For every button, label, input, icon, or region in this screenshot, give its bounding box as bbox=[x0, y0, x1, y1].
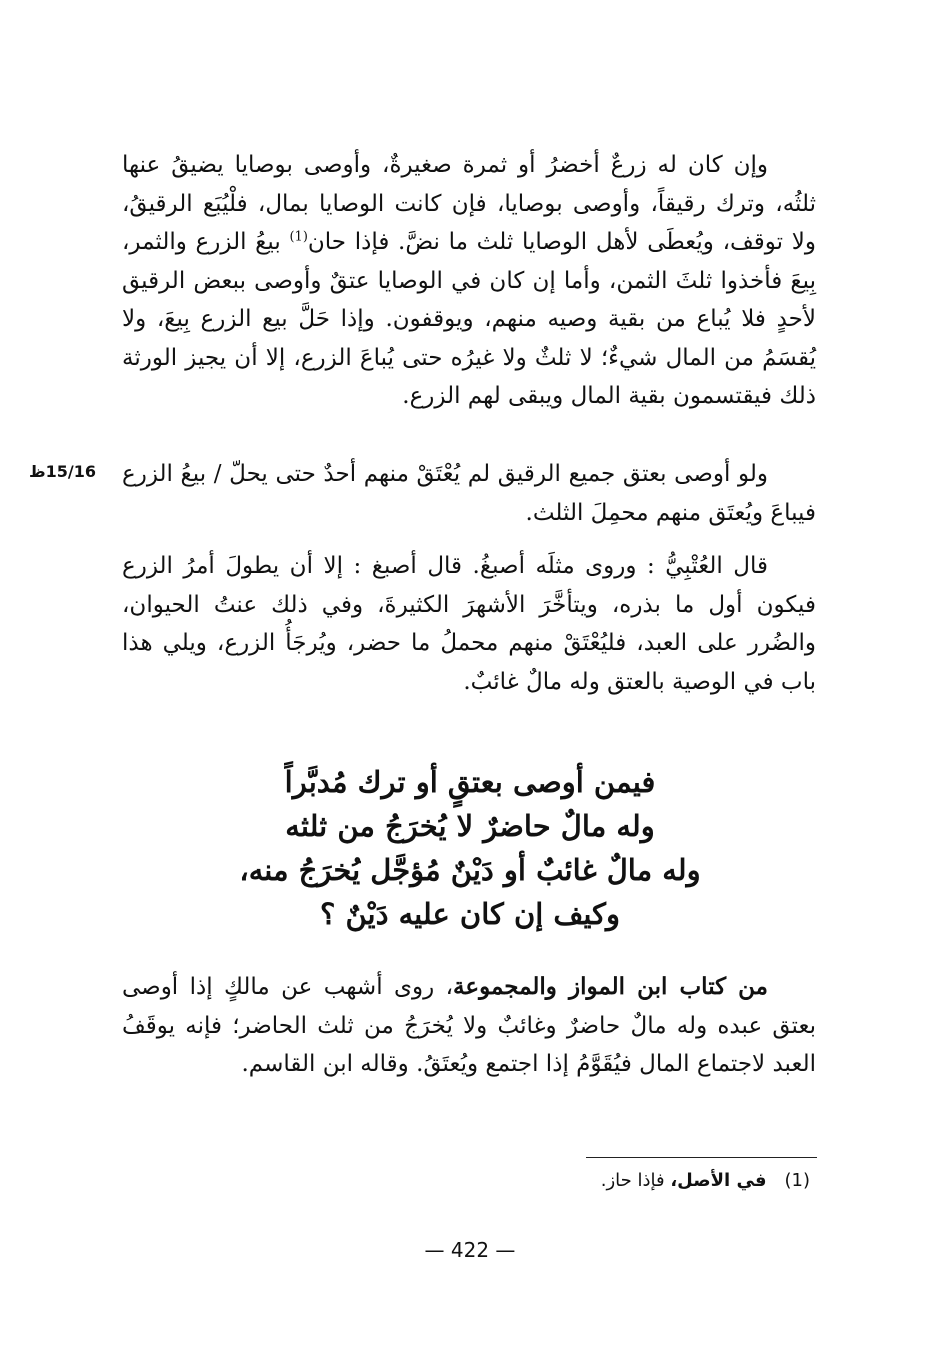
footnote-ref: (1) bbox=[289, 229, 308, 245]
heading-line: فيمن أوصى بعتقٍ أو ترك مُدبَّراً bbox=[284, 765, 656, 799]
paragraph-2-text: ولو أوصى بعتق جميع الرقيق لم يُعْتَقْ منهم أحدٌ حتى يحلّ / بيعُ الزرع فيباعَ ويُعتَق منهم محمِلَ الثلث. bbox=[122, 461, 816, 526]
footnote bbox=[500, 1168, 810, 1194]
footnote-text: فإذا حاز. bbox=[600, 1170, 671, 1191]
footnote-divider bbox=[586, 1157, 817, 1158]
page-number: — 422 — bbox=[424, 1238, 516, 1262]
footnote-number: (1) bbox=[784, 1170, 810, 1191]
heading-line: وكيف إن كان عليه دَيْنٌ ؟ bbox=[319, 897, 620, 931]
paragraph-1 bbox=[122, 146, 816, 416]
heading-line: وله مالٌ غائبٌ أو دَيْنٌ مُؤجَّل يُخرَجُ منه، bbox=[239, 853, 701, 887]
paragraph-3 bbox=[122, 547, 816, 701]
paragraph-4 bbox=[122, 968, 816, 1084]
chapter-heading bbox=[200, 760, 740, 936]
paragraph-1-text-b: بيعُ الزرع والثمر، بِيعَ فأخذوا ثلثَ الثمن، وأما إن كان في الوصايا عتقٌ وأوصى ببعض الرقيق لأحدٍ فلا يُباع من بقية وصيه منهم، ويوقفون. وإذا حَلَّ بيع الزرع بِيعَ، ولا يُقسَمُ من المال شيءٌ؛ لا ثلثٌ ولا غيرُه حتى يُباعَ الزرع، إلا أن يجيز الورثة ذلك فيقتسمون بقية المال ويبقى لهم الزرع. bbox=[122, 229, 816, 409]
footnote-lead: في الأصل، bbox=[670, 1170, 767, 1191]
paragraph-1-text-a: وإن كان له زرعٌ أخضرُ أو ثمرة صغيرةٌ، وأوصى بوصايا يضيقُ عنها ثلثُه، وترك رقيقاً، وأوصى بوصايا، فإن كانت الوصايا بمال، فلْيُبَع الرقيقُ، ولا توقف، ويُعطَى لأهل الوصايا ثلث ما نضَّ. فإذا حان bbox=[122, 152, 816, 255]
paragraph-3-text: قال العُتْبِيُّ : وروى مثلَه أصبغُ. قال أصبغ : إلا أن يطولَ أمرُ الزرع فيكون أول ما بذره، ويتأخَّرَ الأشهرَ الكثيرةَ، وفي ذلك عنتُ الحيوان، والضُرر على العبد، فليُعْتَقْ منهم محملُ ما حضر، ويُرجَأُ الزرع، ويلي هذا باب في الوصية بالعتق وله مالٌ غائبٌ. bbox=[122, 553, 816, 695]
heading-line: وله مالٌ حاضرٌ لا يُخرَجُ من ثلثه bbox=[285, 809, 655, 843]
paragraph-4-text: ، روى أشهب عن مالكٍ إذا أوصى بعتق عبده وله مالٌ حاضرٌ وغائبٌ ولا يُخرَجُ من ثلث الحاضر؛ فإنه يوقَفُ العبد لاجتماع المال فيُقَوَّمُ إذا اجتمع ويُعتَقُ. وقاله ابن القاسم. bbox=[122, 974, 816, 1077]
folio-margin-note: 15/16ظ bbox=[29, 462, 96, 481]
paragraph-2 bbox=[122, 455, 816, 532]
source-citation: من كتاب ابن المواز والمجموعة bbox=[453, 973, 768, 1000]
